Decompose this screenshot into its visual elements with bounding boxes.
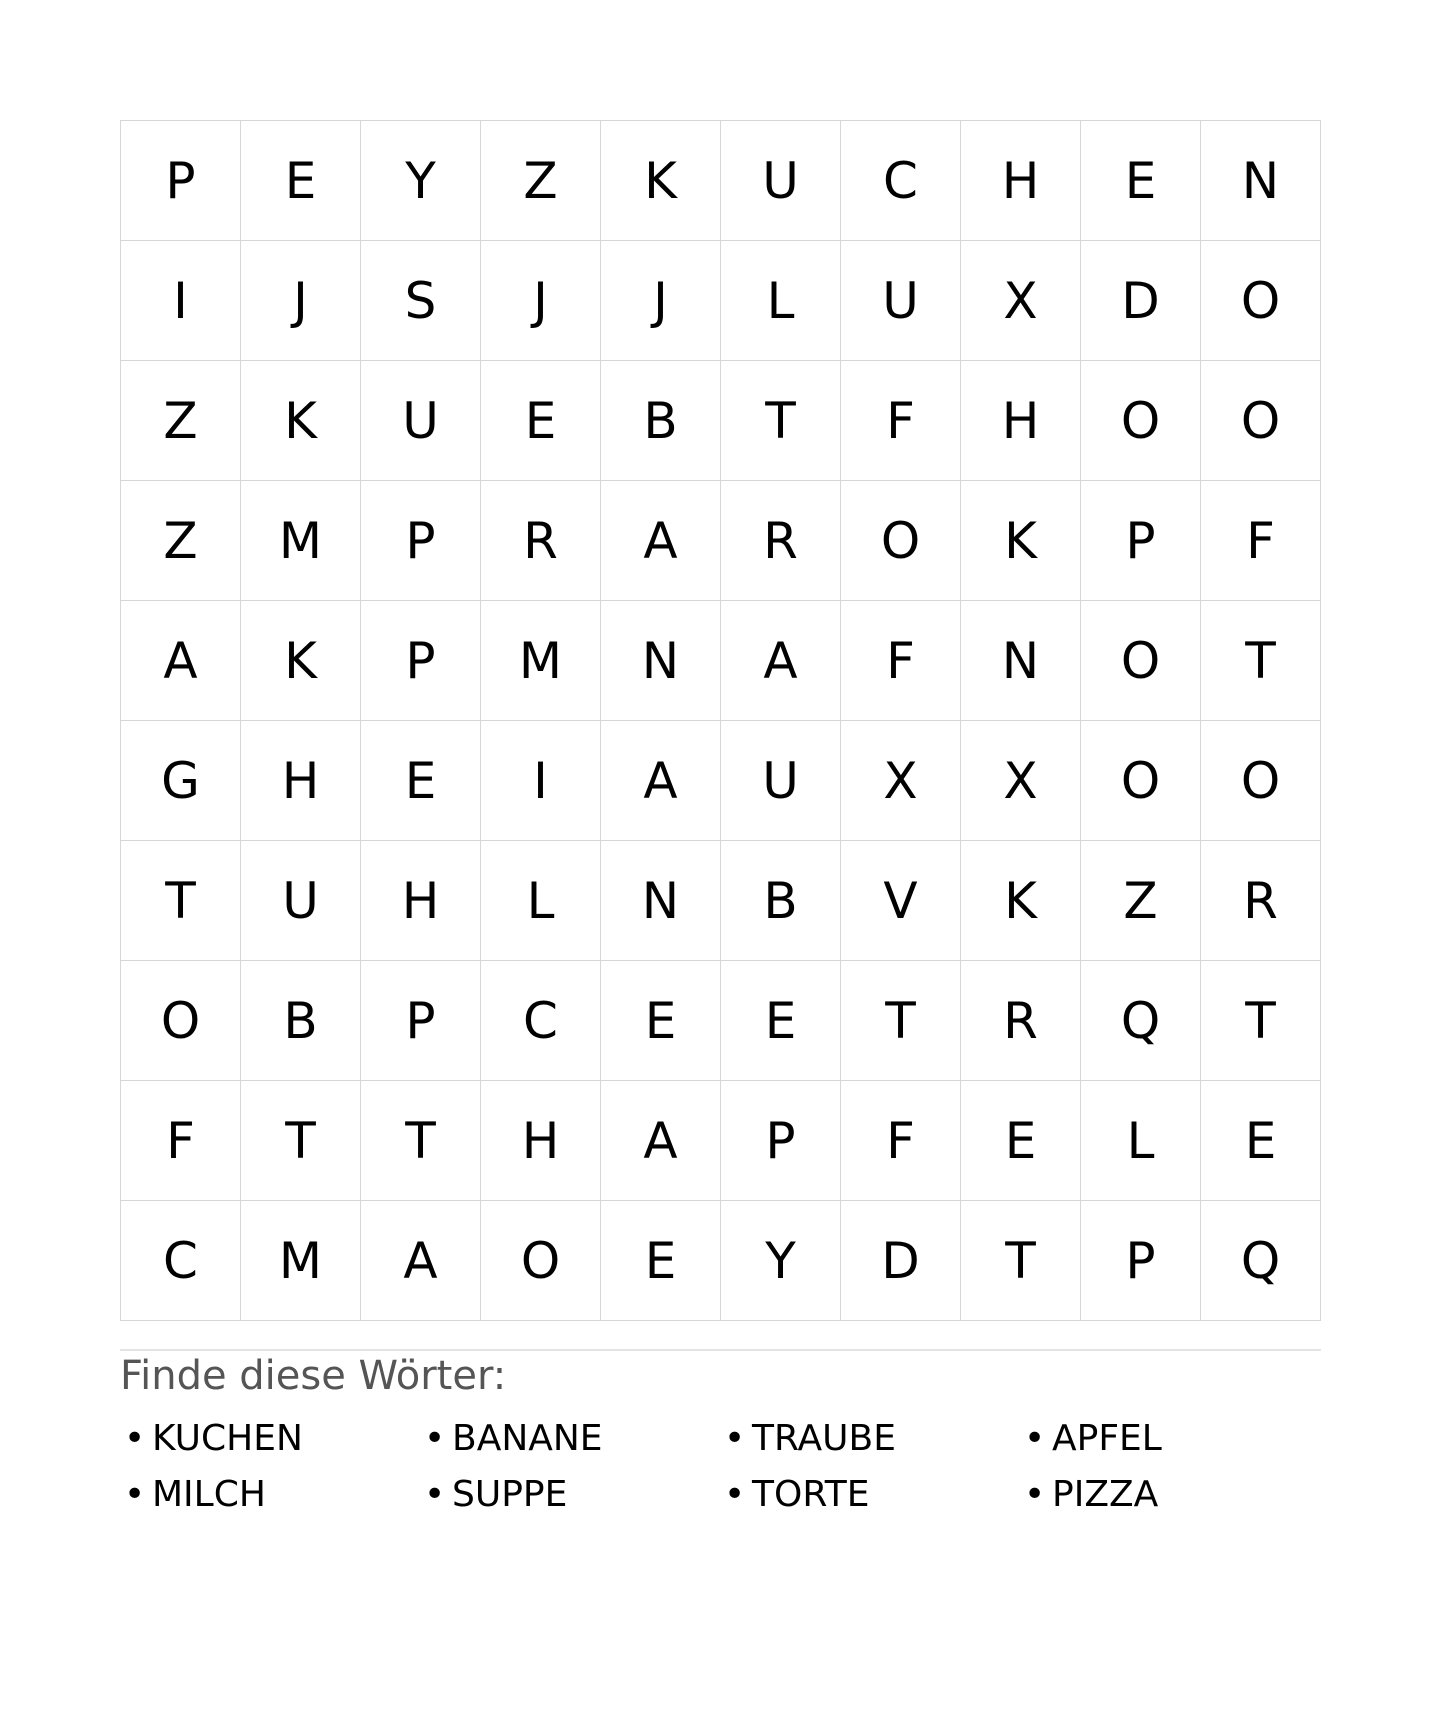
grid-cell[interactable]: G xyxy=(121,721,241,841)
grid-cell[interactable]: M xyxy=(241,1201,361,1321)
word-label: BANANE xyxy=(452,1417,603,1459)
grid-cell[interactable]: L xyxy=(721,241,841,361)
bullet-icon: • xyxy=(424,1473,446,1515)
word-list-item xyxy=(720,1410,1020,1466)
grid-cell[interactable]: E xyxy=(481,361,601,481)
grid-cell[interactable]: P xyxy=(121,121,241,241)
grid-cell[interactable]: K xyxy=(961,481,1081,601)
grid-cell[interactable]: Y xyxy=(721,1201,841,1321)
bullet-icon: • xyxy=(424,1417,446,1459)
grid-cell[interactable]: O xyxy=(1081,361,1201,481)
grid-cell[interactable]: T xyxy=(961,1201,1081,1321)
grid-cell[interactable]: R xyxy=(1201,841,1321,961)
grid-cell[interactable]: T xyxy=(121,841,241,961)
grid-cell[interactable]: P xyxy=(1081,1201,1201,1321)
word-label: MILCH xyxy=(152,1473,266,1515)
word-label: TRAUBE xyxy=(752,1417,896,1459)
grid-cell[interactable]: C xyxy=(841,121,961,241)
grid-cell[interactable]: V xyxy=(841,841,961,961)
grid-cell[interactable]: L xyxy=(481,841,601,961)
grid-cell[interactable]: H xyxy=(241,721,361,841)
grid-cell[interactable]: Z xyxy=(481,121,601,241)
grid-cell[interactable]: F xyxy=(841,601,961,721)
word-label: KUCHEN xyxy=(152,1417,303,1459)
grid-cell[interactable]: R xyxy=(721,481,841,601)
grid-cell[interactable]: J xyxy=(241,241,361,361)
grid-cell[interactable]: A xyxy=(601,721,721,841)
grid-cell[interactable]: P xyxy=(361,481,481,601)
grid-cell[interactable]: H xyxy=(961,361,1081,481)
grid-cell[interactable]: F xyxy=(121,1081,241,1201)
grid-cell[interactable]: N xyxy=(1201,121,1321,241)
grid-cell[interactable]: T xyxy=(721,361,841,481)
letter-grid xyxy=(120,120,1321,1321)
grid-cell[interactable]: O xyxy=(1201,721,1321,841)
grid-cell[interactable]: Z xyxy=(121,481,241,601)
grid-cell[interactable]: P xyxy=(361,601,481,721)
grid-cell[interactable]: U xyxy=(361,361,481,481)
grid-cell[interactable]: U xyxy=(721,121,841,241)
grid-cell[interactable]: X xyxy=(841,721,961,841)
grid-cell[interactable]: A xyxy=(121,601,241,721)
grid-cell[interactable]: A xyxy=(601,481,721,601)
grid-cell[interactable]: H xyxy=(361,841,481,961)
grid-cell[interactable]: A xyxy=(721,601,841,721)
grid-cell[interactable]: M xyxy=(241,481,361,601)
word-list-item xyxy=(120,1410,420,1466)
word-list-item xyxy=(1020,1466,1320,1522)
word-list-item xyxy=(420,1410,720,1466)
grid-cell[interactable]: R xyxy=(481,481,601,601)
grid-cell[interactable]: T xyxy=(841,961,961,1081)
grid-cell[interactable]: U xyxy=(841,241,961,361)
grid-cell[interactable]: E xyxy=(601,1201,721,1321)
grid-cell[interactable]: O xyxy=(1081,601,1201,721)
grid-cell[interactable]: O xyxy=(1201,361,1321,481)
grid-cell[interactable]: K xyxy=(241,361,361,481)
grid-cell[interactable]: A xyxy=(601,1081,721,1201)
grid-cell[interactable]: S xyxy=(361,241,481,361)
grid-cell[interactable]: E xyxy=(961,1081,1081,1201)
grid-cell[interactable]: B xyxy=(721,841,841,961)
word-list-item xyxy=(120,1466,420,1522)
word-list-title: Finde diese Wörter: xyxy=(120,1353,507,1399)
grid-cell[interactable]: K xyxy=(601,121,721,241)
grid-cell[interactable]: E xyxy=(241,121,361,241)
bullet-icon: • xyxy=(1024,1417,1046,1459)
grid-cell[interactable]: D xyxy=(841,1201,961,1321)
word-list-item xyxy=(420,1466,720,1522)
grid-cell[interactable]: O xyxy=(841,481,961,601)
grid-cell[interactable]: O xyxy=(481,1201,601,1321)
grid-cell[interactable]: R xyxy=(961,961,1081,1081)
word-label: APFEL xyxy=(1052,1417,1162,1459)
grid-cell[interactable]: N xyxy=(601,841,721,961)
grid-cell[interactable]: X xyxy=(961,721,1081,841)
grid-cell[interactable]: D xyxy=(1081,241,1201,361)
grid-cell[interactable]: N xyxy=(601,601,721,721)
grid-cell[interactable]: K xyxy=(241,601,361,721)
grid-cell[interactable]: T xyxy=(241,1081,361,1201)
grid-cell[interactable]: U xyxy=(721,721,841,841)
word-list-item xyxy=(720,1466,1020,1522)
grid-cell[interactable]: B xyxy=(241,961,361,1081)
grid-cell[interactable]: T xyxy=(1201,601,1321,721)
grid-cell[interactable]: F xyxy=(841,1081,961,1201)
grid-cell[interactable]: P xyxy=(721,1081,841,1201)
grid-cell[interactable]: C xyxy=(121,1201,241,1321)
bullet-icon: • xyxy=(724,1417,746,1459)
word-list-item xyxy=(1020,1410,1320,1466)
bullet-icon: • xyxy=(724,1473,746,1515)
grid-cell[interactable]: T xyxy=(1201,961,1321,1081)
grid-cell[interactable]: E xyxy=(1081,121,1201,241)
grid-cell[interactable]: T xyxy=(361,1081,481,1201)
bullet-icon: • xyxy=(124,1417,146,1459)
grid-cell[interactable]: O xyxy=(121,961,241,1081)
divider xyxy=(120,1349,1321,1351)
word-label: SUPPE xyxy=(452,1473,568,1515)
grid-cell[interactable]: E xyxy=(601,961,721,1081)
grid-cell[interactable]: J xyxy=(481,241,601,361)
grid-cell[interactable]: Z xyxy=(121,361,241,481)
grid-cell[interactable]: F xyxy=(1201,481,1321,601)
grid-cell[interactable]: B xyxy=(601,361,721,481)
grid-cell[interactable]: F xyxy=(841,361,961,481)
word-label: PIZZA xyxy=(1052,1473,1159,1515)
grid-cell[interactable]: O xyxy=(1201,241,1321,361)
grid-cell[interactable]: Z xyxy=(1081,841,1201,961)
bullet-icon: • xyxy=(124,1473,146,1515)
grid-cell[interactable]: Q xyxy=(1201,1201,1321,1321)
grid-cell[interactable]: H xyxy=(961,121,1081,241)
word-label: TORTE xyxy=(752,1473,870,1515)
grid-cell[interactable]: H xyxy=(481,1081,601,1201)
grid-cell[interactable]: J xyxy=(601,241,721,361)
grid-cell[interactable]: Q xyxy=(1081,961,1201,1081)
grid-cell[interactable]: M xyxy=(481,601,601,721)
bullet-icon: • xyxy=(1024,1473,1046,1515)
grid-cell[interactable]: C xyxy=(481,961,601,1081)
grid-cell[interactable]: I xyxy=(481,721,601,841)
grid-cell[interactable]: X xyxy=(961,241,1081,361)
grid-cell[interactable]: N xyxy=(961,601,1081,721)
grid-cell[interactable]: P xyxy=(361,961,481,1081)
grid-cell[interactable]: A xyxy=(361,1201,481,1321)
word-list xyxy=(120,1410,1321,1522)
grid-cell[interactable]: O xyxy=(1081,721,1201,841)
grid-cell[interactable]: P xyxy=(1081,481,1201,601)
grid-cell[interactable]: E xyxy=(361,721,481,841)
grid-cell[interactable]: U xyxy=(241,841,361,961)
grid-cell[interactable]: L xyxy=(1081,1081,1201,1201)
grid-cell[interactable]: E xyxy=(1201,1081,1321,1201)
grid-cell[interactable]: E xyxy=(721,961,841,1081)
grid-cell[interactable]: I xyxy=(121,241,241,361)
grid-cell[interactable]: Y xyxy=(361,121,481,241)
grid-cell[interactable]: K xyxy=(961,841,1081,961)
